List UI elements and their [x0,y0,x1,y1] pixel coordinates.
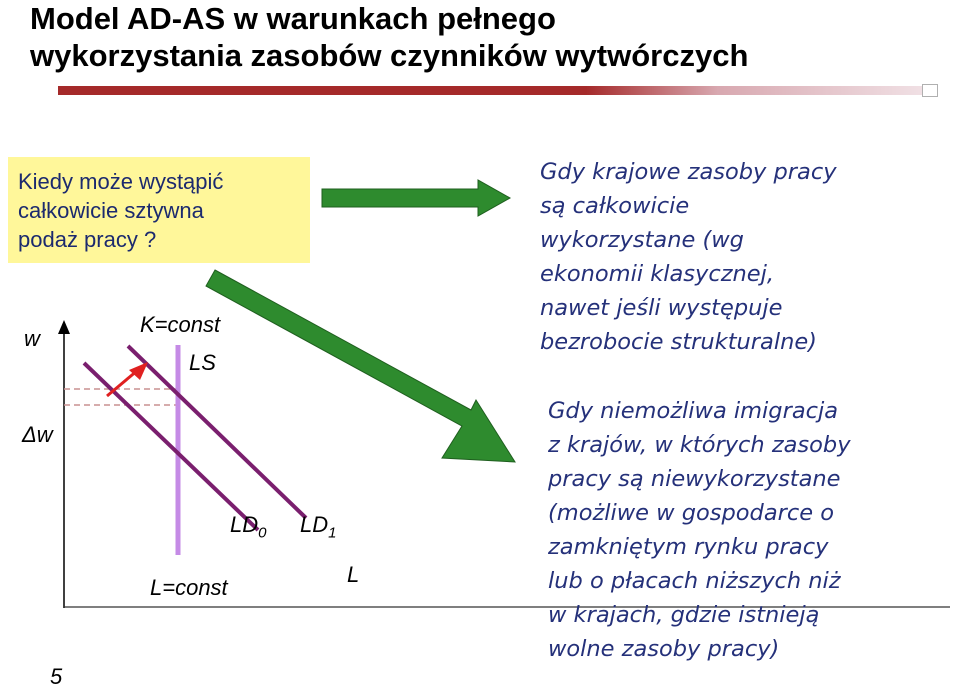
note-line: ekonomii klasycznej, [540,261,775,287]
green-arrow-right [322,180,510,216]
note-line: (możliwe w gospodarce o [548,500,834,526]
title-line-2: wykorzystania zasobów czynników wytwórczych [30,38,749,73]
note-line: Gdy niemożliwa imigracja [548,398,839,424]
note-line: z krajów, w których zasoby [548,432,851,458]
note-line: bezrobocie strukturalne) [540,329,817,355]
note-line: w krajach, gdzie istnieją [548,602,820,628]
green-arrow-diagonal [206,270,515,462]
ld1-label: $LD_1$ [300,512,337,542]
y-axis-arrowhead [58,320,70,334]
note-no-immigration [548,394,851,666]
question-line: Kiedy może wystąpić [18,169,224,194]
shift-arrow-head [129,362,148,380]
question-line: podaż pracy ? [18,227,157,252]
note-line: lub o płacach niższych niż [548,568,841,594]
note-line: wolne zasoby pracy) [548,636,780,662]
question-line: całkowicie sztywna [18,198,204,223]
ls-label: LS [189,350,216,375]
ld0-label: $LD_0$ [230,512,267,542]
note-line: wykorzystane (wg [540,227,744,253]
note-full-employment [540,155,837,359]
title-line-1: Model AD-AS w warunkach pełnego [30,1,556,36]
k-const-label: K=const [140,312,221,337]
note-line: pracy są niewykorzystane [548,466,841,492]
note-line: nawet jeśli występuje [540,295,783,321]
l-const-label: L=const [150,575,228,600]
note-line: są całkowicie [540,193,690,219]
note-line: zamkniętym rynku pracy [548,534,829,560]
y-axis-label: w [24,326,40,351]
slide-number: 5 [50,664,63,689]
note-line: Gdy krajowe zasoby pracy [540,159,837,185]
delta-w-label: Δw [22,422,53,447]
x-axis-label: L [347,562,360,587]
